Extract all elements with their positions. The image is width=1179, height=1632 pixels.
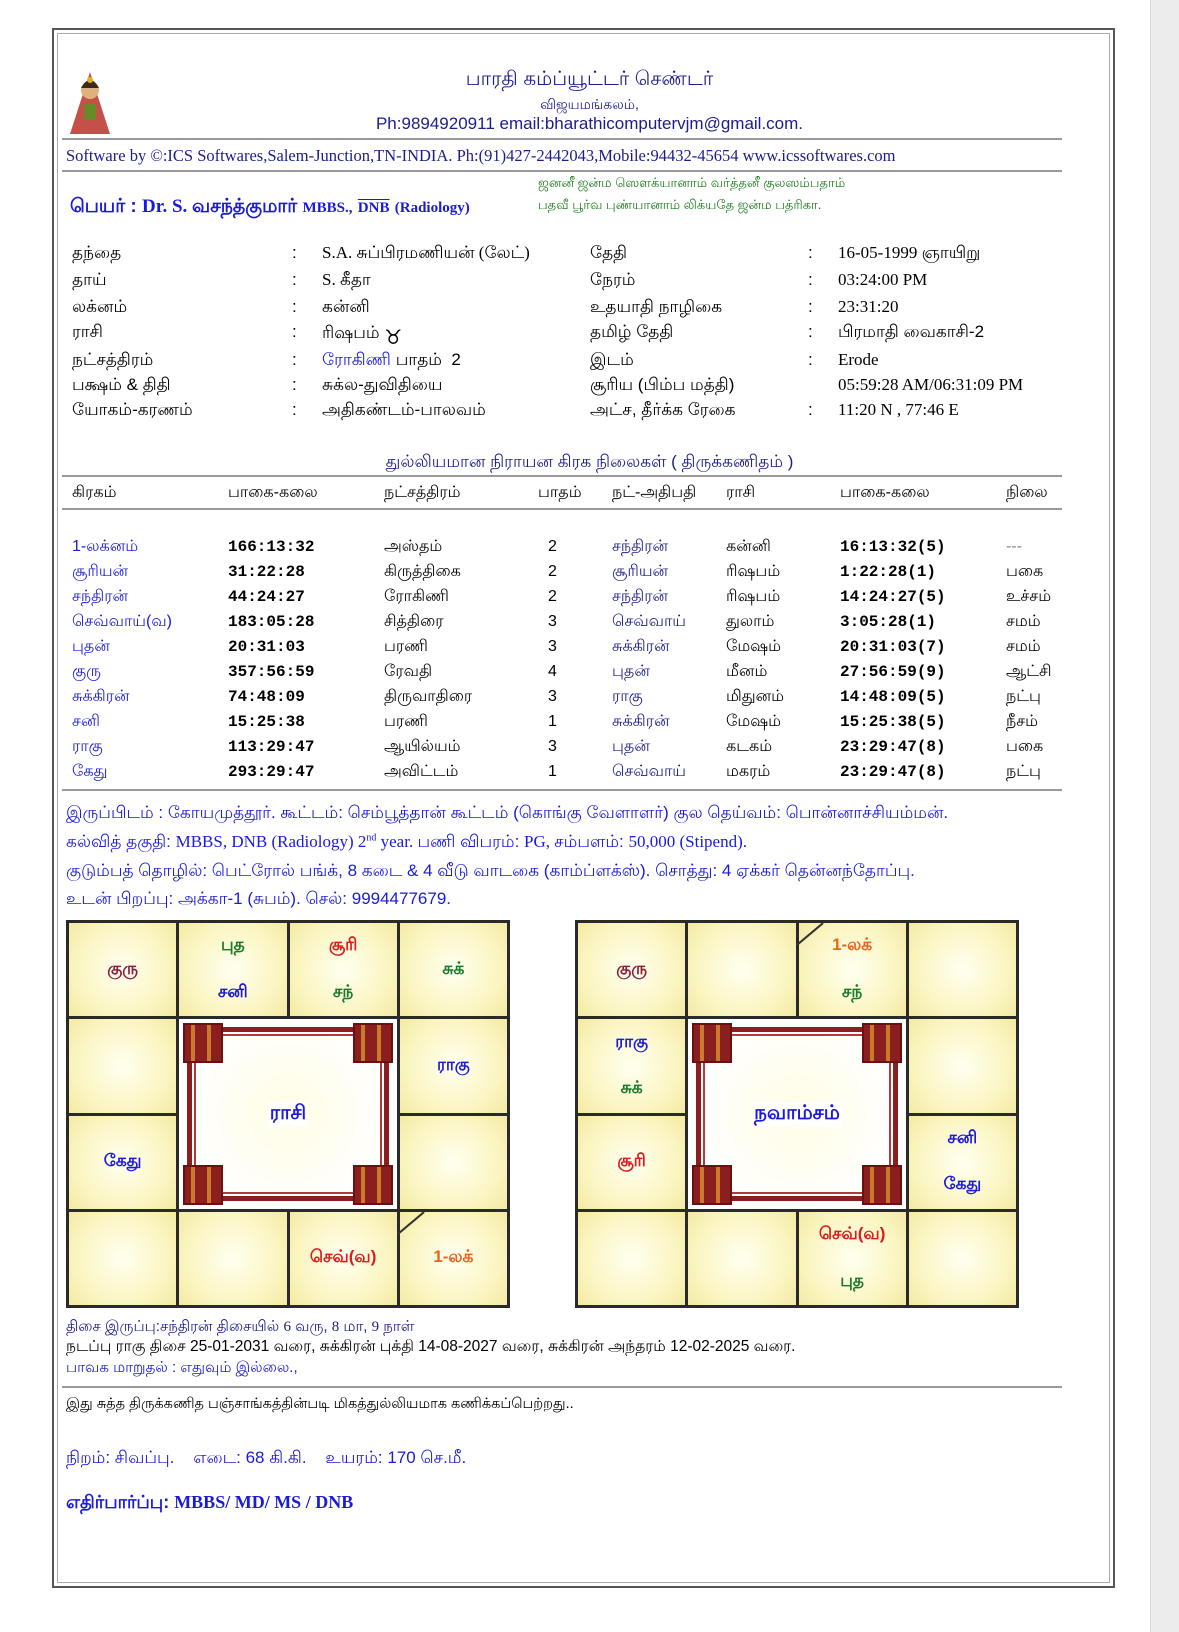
detail-colon: : (292, 350, 297, 369)
salary-label: சம்பளம்: (554, 832, 629, 851)
cell-star-lord: செவ்வாய் (612, 613, 687, 630)
house-simmam (909, 1116, 1016, 1209)
corner-ornament-icon (862, 1165, 902, 1205)
planet-label: புத (840, 1270, 864, 1290)
cell-nakshatra: அவிட்டம் (384, 763, 459, 780)
detail-colon: : (808, 243, 813, 262)
house-makaram (69, 1116, 176, 1209)
detail-value: 23:31:20 (838, 297, 899, 316)
planet-label: 1-லக் (433, 1247, 474, 1267)
cell-nakshatra: சித்திரை (384, 613, 444, 630)
corner-ornament-icon (353, 1023, 393, 1063)
planet-label: செவ்(வ) (818, 1224, 886, 1244)
corner-ornament-icon (692, 1165, 732, 1205)
cell-status: பகை (1006, 738, 1044, 755)
planet-label: சந் (332, 981, 354, 1001)
detail-value (322, 320, 403, 349)
cell-nakshatra: ரேவதி (384, 663, 433, 680)
detail-value-text: ரிஷபம் (322, 323, 380, 342)
job-label: பணி விபரம்: (417, 832, 525, 851)
dasa-years-unit: வரு, (290, 1318, 332, 1335)
column-header: கிரகம் (72, 484, 117, 501)
cell-pada: 3 (548, 638, 557, 655)
planet-label: கேது (943, 1174, 982, 1194)
cell-rasi: கடகம் (726, 738, 773, 755)
note-siblings: உடன் பிறப்பு: அக்கா-1 (சுபம்). செல்: 9994477679. (66, 889, 452, 908)
detail-value (322, 373, 442, 397)
detail-label: தந்தை (72, 243, 122, 262)
cell-pada: 3 (548, 688, 557, 705)
cell-rasi: ரிஷபம் (726, 563, 781, 580)
planet-label: புத (221, 935, 245, 955)
cell-star-lord: புதன் (612, 738, 650, 755)
column-header: நட்சத்திரம் (384, 484, 461, 501)
salary-value: 50,000 (Stipend). (628, 832, 748, 851)
table-row (0, 635, 1100, 659)
cell-star-lord: செவ்வாய் (612, 763, 687, 780)
planet-label: சனி (218, 981, 248, 1001)
house-mesham (179, 923, 286, 1016)
cell-longitude: 183:05:28 (228, 613, 315, 631)
cell-rasi-degree: 14:48:09(5) (840, 688, 946, 706)
house-kadagam (400, 1019, 507, 1112)
table-row (0, 585, 1100, 609)
detail-colon: : (292, 270, 297, 289)
name-label: பெயர் : (70, 196, 137, 217)
planet-label: கேது (103, 1151, 142, 1171)
note-education (66, 832, 747, 854)
table-row (0, 535, 1100, 559)
chart-title: நவாம்சம் (752, 1102, 842, 1127)
planet-label: சுக் (620, 1078, 643, 1098)
software-credit: Software by ©:ICS Softwares,Salem-Junction,TN-INDIA. Ph:(91)427-2442043,Mobile:94432-45654 www.icssoftwares.com (66, 146, 896, 165)
cell-rasi: துலாம் (726, 613, 775, 630)
dasa-balance-label: திசை இருப்பு:சந்திரன் திசையில் (66, 1318, 284, 1335)
table-row (0, 560, 1100, 584)
center-contact: Ph:9894920911 email:bharathicomputervjm@gmail.com. (375, 114, 804, 133)
detail-value: 05:59:28 AM/06:31:09 PM (838, 375, 1024, 394)
dasa-days: 9 (371, 1319, 380, 1335)
house-viruchigam (179, 1212, 286, 1305)
cell-planet: சந்திரன் (72, 588, 129, 605)
table-row (0, 610, 1100, 634)
education-label: கல்வித் தகுதி: (66, 832, 176, 851)
house-kadagam (909, 1019, 1016, 1112)
column-header: பாதம் (538, 484, 582, 501)
detail-label: நேரம் (590, 270, 636, 289)
note-family: குடும்பத் தொழில்: பெட்ரோல் பங்க், 8 கடை & 4 வீடு வாடகை (காம்ப்ளக்ஸ்). சொத்து: 4 ஏக்கர் தென்னந்தோப்பு. (66, 861, 915, 880)
physical-details: நிறம்: சிவப்பு. எடை: 68 கி.கி. உயரம்: 170 செ.மீ. (66, 1448, 467, 1467)
cell-pada: 3 (548, 613, 557, 630)
detail-value-text: S. கீதா (322, 270, 371, 289)
divider (62, 475, 1062, 477)
detail-label: தமிழ் தேதி (590, 322, 674, 341)
table-row (0, 685, 1100, 709)
column-header: நட்-அதிபதி (612, 484, 697, 501)
cell-rasi-degree: 23:29:47(8) (840, 738, 946, 756)
detail-colon: : (292, 400, 297, 419)
education-value: MBBS, DNB (Radiology) 2 (175, 832, 367, 851)
detail-value-text: சுக்ல-துவிதியை (322, 375, 443, 394)
cell-pada: 2 (548, 563, 557, 580)
detail-label: லக்னம் (72, 297, 128, 316)
detail-label: அட்ச, தீர்க்க ரேகை (590, 400, 736, 419)
house-rishabam (290, 923, 397, 1016)
center-name: பாரதி கம்ப்யூட்டர் செண்டர் (465, 68, 714, 90)
cell-star-lord: சுக்கிரன் (612, 638, 670, 655)
divider (62, 138, 1062, 140)
detail-label: யோகம்-கரணம் (72, 400, 193, 419)
planet-label: ராகு (437, 1054, 470, 1074)
corner-ornament-icon (862, 1023, 902, 1063)
detail-colon: : (808, 322, 813, 341)
cell-status: ஆட்சி (1006, 663, 1052, 680)
column-header: பாகை-கலை (228, 484, 318, 501)
cell-rasi-degree: 20:31:03(7) (840, 638, 946, 656)
chart-title: ராசி (268, 1102, 308, 1127)
cell-rasi: மகரம் (726, 763, 771, 780)
cell-planet: சுக்கிரன் (72, 688, 130, 705)
cell-star-lord: புதன் (612, 663, 650, 680)
sloka-line-1: ஜனனீ ஜன்ம ஸௌக்யானாம் வர்த்தனீ குலஸம்பதாம் (538, 175, 846, 190)
cell-star-lord: ராகு (612, 688, 643, 705)
detail-colon: : (808, 270, 813, 289)
divider (62, 170, 1062, 172)
cell-pada: 4 (548, 663, 557, 680)
corner-ornament-icon (692, 1023, 732, 1063)
cell-status: --- (1006, 538, 1022, 555)
house-mithunam (909, 923, 1016, 1016)
table-row (0, 735, 1100, 759)
house-kanni (400, 1212, 507, 1305)
house-thulam (799, 1212, 906, 1305)
planet-label: சந் (841, 981, 863, 1001)
detail-extra: பாதம் 2 (395, 350, 461, 369)
planet-label: சூரி (617, 1151, 646, 1171)
detail-value-text: S.A. சுப்பிரமணியன் (லேட்) (322, 243, 530, 262)
detail-value: 16-05-1999 ஞாயிறு (838, 243, 981, 262)
cell-rasi-degree: 1:22:28(1) (840, 563, 937, 581)
bhava-change: பாவக மாறுதல் : எதுவும் இல்லை., (66, 1359, 298, 1376)
divider (62, 789, 1062, 791)
cell-star-lord: சந்திரன் (612, 538, 669, 555)
detail-value-text: கன்னி (322, 297, 370, 316)
detail-colon: : (808, 350, 813, 369)
planet-label: குரு (616, 958, 647, 978)
detail-label: இடம் (590, 350, 634, 369)
cell-planet: சனி (72, 713, 100, 730)
detail-value-text: ரோகிணி (322, 350, 391, 369)
cell-planet: குரு (72, 663, 101, 680)
cell-status: உச்சம் (1006, 588, 1052, 605)
cell-status: நட்பு (1006, 763, 1041, 780)
cell-longitude: 31:22:28 (228, 563, 305, 581)
detail-value: பிரமாதி வைகாசி-2 (838, 322, 985, 341)
corner-ornament-icon (353, 1165, 393, 1205)
cell-longitude: 166:13:32 (228, 538, 315, 556)
cell-rasi-degree: 3:05:28(1) (840, 613, 937, 631)
detail-value-text: அதிகண்டம்-பாலவம் (322, 400, 486, 419)
cell-rasi-degree: 27:56:59(9) (840, 663, 946, 681)
chart-center (688, 1019, 906, 1209)
cell-rasi-degree: 23:29:47(8) (840, 763, 946, 781)
detail-label: தேதி (590, 243, 628, 262)
detail-label: நட்சத்திரம் (72, 350, 154, 369)
cell-planet: கேது (72, 763, 108, 780)
planet-label: சனி (947, 1127, 978, 1147)
planet-label: குரு (107, 958, 138, 978)
cell-nakshatra: ஆயில்யம் (384, 738, 461, 755)
detail-colon: : (292, 297, 297, 316)
corner-ornament-icon (183, 1023, 223, 1063)
cell-nakshatra: அஸ்தம் (384, 538, 443, 555)
planet-label: செவ்(வ) (309, 1247, 377, 1267)
detail-label: பக்ஷம் & திதி (72, 375, 171, 394)
planet-label: 1-லக் (832, 935, 873, 955)
taurus-symbol-icon: ♉ (384, 327, 403, 349)
cell-planet: ராகு (72, 738, 103, 755)
house-rishabam (799, 923, 906, 1016)
cell-status: நட்பு (1006, 688, 1041, 705)
sloka-line-2: பதவீ பூர்வ புண்யானாம் லிக்யதே ஜன்ம பத்ரிகா. (538, 197, 822, 212)
detail-value: 03:24:00 PM (838, 270, 928, 289)
education-year: year. (376, 832, 418, 851)
cell-rasi: ரிஷபம் (726, 588, 781, 605)
table-row (0, 660, 1100, 684)
center-location: விஜயமங்கலம், (540, 96, 639, 112)
cell-status: நீசம் (1006, 713, 1038, 730)
cell-status: பகை (1006, 563, 1044, 580)
house-dhanus (578, 1212, 685, 1305)
cell-rasi-degree: 14:24:27(5) (840, 588, 946, 606)
navamsa-chart (575, 920, 1019, 1308)
degree-suffix: (Radiology) (394, 200, 470, 216)
chart-center (179, 1019, 397, 1209)
cell-planet: 1-லக்னம் (72, 538, 139, 555)
cell-pada: 2 (548, 588, 557, 605)
name-value: Dr. S. வசந்த்குமார் (142, 196, 298, 217)
expectation (66, 1492, 353, 1515)
detail-label: சூரிய (பிம்ப மத்தி) (590, 375, 735, 394)
cell-nakshatra: பரணி (384, 713, 428, 730)
column-header: நிலை (1006, 484, 1048, 501)
cell-planet: செவ்வாய்(வ) (72, 613, 172, 630)
detail-colon: : (292, 375, 297, 394)
planet-label: சூரி (328, 935, 358, 955)
detail-label: தாய் (72, 270, 107, 289)
cell-pada: 3 (548, 738, 557, 755)
house-kumbam (578, 1019, 685, 1112)
dasa-months-unit: மா, (339, 1318, 372, 1335)
cell-rasi: மேஷம் (726, 638, 782, 655)
cell-planet: புதன் (72, 638, 110, 655)
accuracy-note: இது சுத்த திருக்கணித பஞ்சாங்கத்தின்படி மிகத்துல்லியமாக கணிக்கப்பெற்றது.. (66, 1396, 574, 1412)
cell-planet: சூரியன் (72, 563, 129, 580)
corner-ornament-icon (183, 1165, 223, 1205)
divider (62, 1386, 1062, 1388)
cell-pada: 1 (548, 763, 557, 780)
cell-status: சமம் (1006, 613, 1041, 630)
cell-pada: 1 (548, 713, 557, 730)
cell-rasi: மீனம் (726, 663, 768, 680)
house-mithunam (400, 923, 507, 1016)
cell-pada: 2 (548, 538, 557, 555)
cell-longitude: 357:56:59 (228, 663, 315, 681)
detail-value (322, 268, 371, 292)
dasa-years: 6 (283, 1319, 291, 1335)
detail-colon: : (292, 243, 297, 262)
detail-colon: : (808, 400, 813, 419)
education-sup: nd (366, 832, 377, 844)
dasa-balance (66, 1318, 414, 1337)
cell-status: சமம் (1006, 638, 1041, 655)
detail-colon: : (292, 322, 297, 341)
cell-star-lord: சந்திரன் (612, 588, 669, 605)
cell-longitude: 15:25:38 (228, 713, 305, 731)
person-name (70, 196, 470, 220)
detail-value: Erode (838, 350, 879, 369)
house-makaram (578, 1116, 685, 1209)
detail-value (322, 398, 486, 422)
detail-value (322, 348, 461, 372)
house-meenam (69, 923, 176, 1016)
cell-rasi: மிதுனம் (726, 688, 785, 705)
cell-longitude: 293:29:47 (228, 763, 315, 781)
house-thulam (290, 1212, 397, 1305)
house-kanni (909, 1212, 1016, 1305)
degree-prefix: MBBS., (302, 200, 353, 216)
detail-label: உதயாதி நாழிகை (590, 297, 723, 316)
house-viruchigam (688, 1212, 795, 1305)
planet-table-title: துல்லியமான நிராயன கிரக நிலைகள் ( திருக்கணிதம் ) (385, 452, 794, 471)
dasa-months: 8 (331, 1319, 340, 1335)
cell-rasi-degree: 16:13:32(5) (840, 538, 946, 556)
cell-star-lord: சூரியன் (612, 563, 669, 580)
cell-longitude: 74:48:09 (228, 688, 305, 706)
cell-rasi: மேஷம் (726, 713, 782, 730)
divider (62, 508, 1062, 510)
table-row (0, 760, 1100, 784)
cell-rasi-degree: 15:25:38(5) (840, 713, 946, 731)
house-meenam (578, 923, 685, 1016)
column-header: ராசி (726, 484, 756, 501)
house-mesham (688, 923, 795, 1016)
rasi-chart (66, 920, 510, 1308)
cell-longitude: 113:29:47 (228, 738, 315, 756)
detail-value (322, 241, 530, 265)
scrollbar-track[interactable] (1150, 0, 1179, 1632)
detail-colon: : (808, 297, 813, 316)
cell-nakshatra: பரணி (384, 638, 428, 655)
detail-label: ராசி (72, 322, 103, 341)
cell-nakshatra: திருவாதிரை (384, 688, 473, 705)
job-value: PG, (524, 832, 555, 851)
degree-overline: $\overline{DNB}$ (357, 200, 390, 216)
detail-value (322, 295, 370, 319)
cell-star-lord: சுக்கிரன் (612, 713, 670, 730)
cell-nakshatra: ரோகிணி (384, 588, 449, 605)
planet-label: ராகு (615, 1031, 648, 1051)
expectation-label: எதிர்பார்ப்பு: (66, 1492, 175, 1512)
cell-longitude: 20:31:03 (228, 638, 305, 656)
current-dasa: நடப்பு ராகு திசை 25-01-2031 வரை, சுக்கிரன் புக்தி 14-08-2027 வரை, சுக்கிரன் அந்தரம் 12-02-2025 வரை. (66, 1338, 796, 1355)
cell-longitude: 44:24:27 (228, 588, 305, 606)
dasa-days-unit: நாள் (379, 1318, 415, 1335)
cell-nakshatra: கிருத்திகை (384, 563, 461, 580)
expectation-value: MBBS/ MD/ MS / DNB (174, 1492, 354, 1512)
note-residence: இருப்பிடம் : கோயமுத்தூர். கூட்டம்: செம்பூத்தான் கூட்டம் (கொங்கு வேளாளர்) குல தெய்வம்: பொன்னாச்சியம்மன். (66, 803, 949, 822)
house-simmam (400, 1116, 507, 1209)
column-header: பாகை-கலை (840, 484, 930, 501)
cell-rasi: கன்னி (726, 538, 771, 555)
detail-value: 11:20 N , 77:46 E (838, 400, 959, 419)
planet-label: சுக் (442, 958, 465, 978)
house-dhanus (69, 1212, 176, 1305)
table-row (0, 710, 1100, 734)
house-kumbam (69, 1019, 176, 1112)
